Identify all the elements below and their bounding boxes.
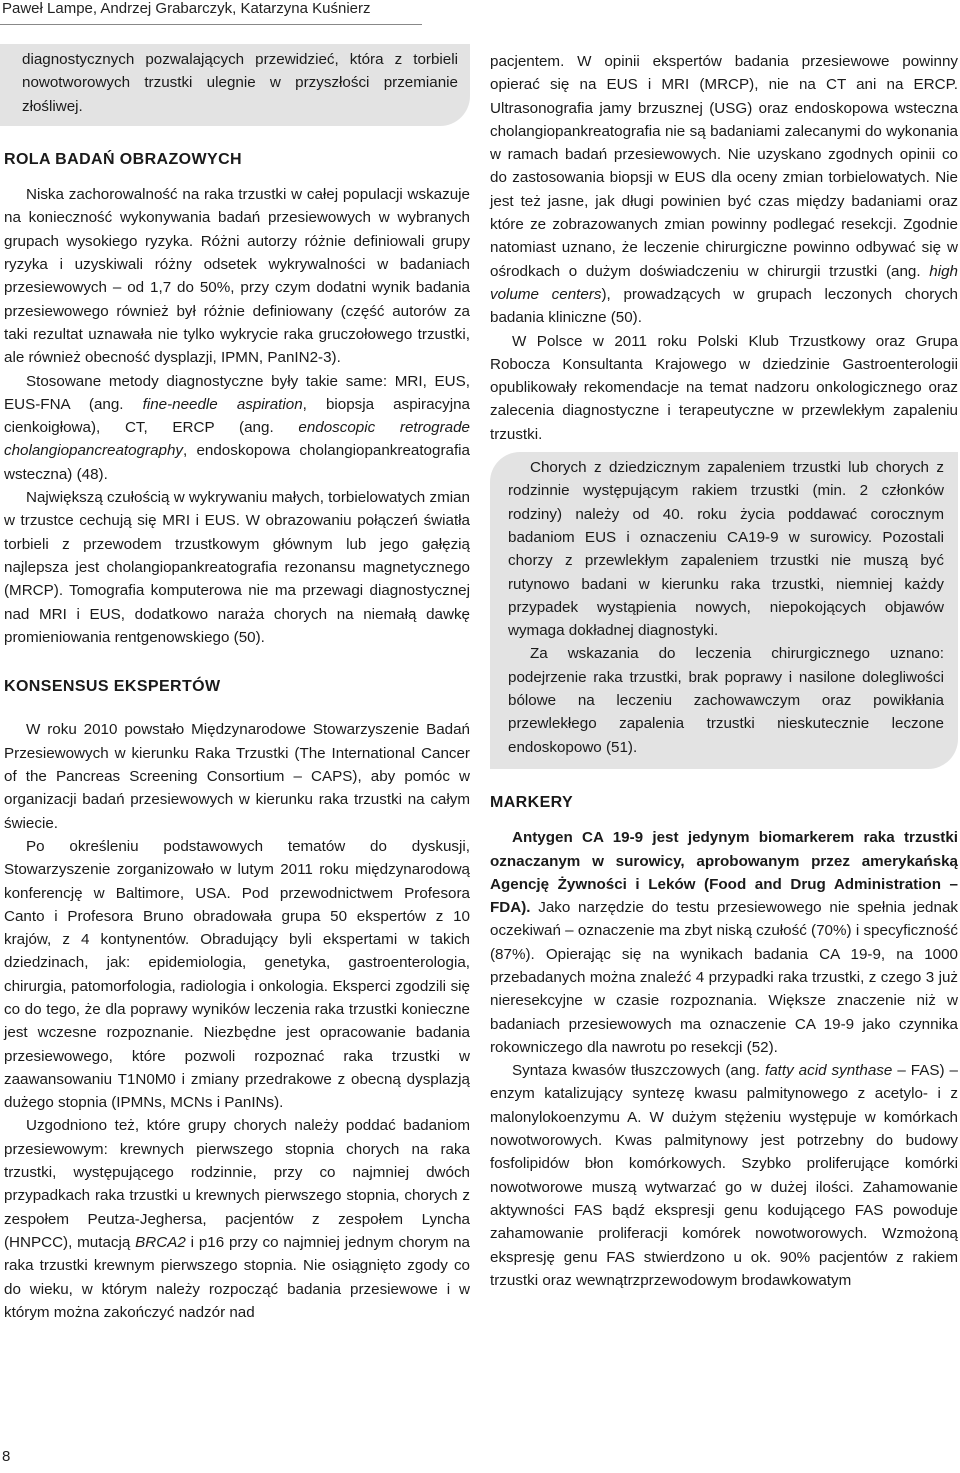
paragraph: Po określeniu podstawowych tematów do dyskusji, Stowarzyszenie zorganizowało w lutym 2011 roku międzynarodową konferencję w Baltimore, USA. Pod przewodnictwem Profesora Canto i Profesora Bruno obradowała grupa 50 ekspertów z 10 krajów, z 4 kontynentów. Obradujący byli ekspertami w takich dziedzinach, jak: epidemiologia, genetyka, gastroenterologia, chirurgia, patomorfologia, radiologia i onkologia. Eksperci zgodzili się co do tego, że dla poprawy wyników leczenia raka trzustki konieczne jest wczesne rozpoznanie. Niezbędne jest opracowanie badania przesiewowego, które pozwoli rozpoznać raka trzustki w zaawansowaniu T1N0M0 i zmiany przedrakowe z obecną dysplazją dużego stopnia (IPMNs, MCNs i PanINs). (4, 837, 470, 1112)
paragraph: Syntaza kwasów tłuszczowych (ang. fatty acid synthase – FAS) – enzym katalizujący syntezę kwasu palmitynowego z acetylo- i z malonylokoenzymu A. W dużym stężeniu występuje w komórkach nowotworowych. Kwas palmitynowy jest potrzebny do budowy fosfolipidów błon komórkowych. Szybko proliferujące komórki nowotworowe muszą wytwarzać go w dużej ilości. Zahamowanie aktywności FAS bądź ekspresji genu kodującego FAS powoduje zahamowanie proliferacji komórek nowotworowych. Wzmożoną ekspresję genu FAS stwierdzono u ok. 90% pacjentów z rakiem trzustki oraz wewnątrzprzewodowym brodawkowatym (490, 1062, 958, 1289)
left-column (4, 44, 470, 1324)
paragraph: pacjentem. W opinii ekspertów badania przesiewowe powinny opierać się na EUS i MRI (MRCP), nie na CT ani na ERCP. Ultrasonografia jamy brzusznej (USG) oraz endoskopowa wsteczna cholangiopankreatografia nie są badaniami zalecanymi do wykonania w ramach badań przesiewowych. Nie uzyskano zgodnych opinii co do zastosowania biopsji w EUS dla oceny zmian torbielowatych. Nie jest też jasne, jak długi powinien być czas między badaniami oraz które ze zobrazowanych zmian powinny podlegać resekcji. Zgodnie natomiast uznano, że leczenie chirurgiczne powinno odbywać się w ośrodkach o dużym doświadczeniu w chirurgii trzustki (ang. high volume centers), prowadzących w grupach leczonych chorych badania kliniczne (50). (490, 53, 958, 327)
paragraph: Uzgodniono też, które grupy chorych należy poddać badaniom przesiewowym: krewnych pierwszego stopnia chorych na raka trzustki, występującego rodzinnie, przy co najmniej dwóch przypadkach raka trzustki u krewnych pierwszego stopnia, chorych z zespołem Peutza-Jeghersa, pacjentów z zespołem Lyncha (HNPCC), mutacją BRCA2 i p16 przy co najmniej jednym chorym na raka trzustki krewnym pierwszego stopnia. Nie osiągnięto zgody co do wieku, w którym należy rozpocząć badania przesiewowe i w którym można zakończyć nadzór nad (4, 1117, 470, 1321)
paragraph: W roku 2010 powstało Międzynarodowe Stowarzyszenie Badań Przesiewowych w kierunku Raka Trzustki (The International Cancer of the Pancreas Screening Consortium – CAPS), aby pomóc w organizacji badań przesiewowych w kierunku raka trzustki na całym świecie. (4, 721, 470, 832)
paragraph: Największą czułością w wykrywaniu małych, torbielowatych zmian w trzustce cechują się MRI i EUS. W obrazowaniu połączeń światła torbieli z przewodem trzustkowym głównym lub jego gałęzią najlepsza jest cholangiopankreatografia rezonansu magnetycznego (MRCP). Tomografia komputerowa nie ma przewagi diagnostycznej nad MRI i EUS, dodatkowo naraża chorych na niemałą dawkę promieniowania rentgenowskiego (50). (4, 489, 470, 646)
intro-box-text: diagnostycznych pozwalających przewidzieć, która z torbieli nowotworowych trzustki ulegnie w przyszłości przemianie złośliwej. (22, 51, 458, 115)
heading-imaging: ROLA BADAŃ OBRAZOWYCH (4, 150, 243, 168)
paragraph: Stosowane metody diagnostyczne były takie same: MRI, EUS, EUS-FNA (ang. fine-needle aspiration, biopsja aspiracyjna cienkoigłowa), CT, ERCP (ang. endoscopic retrograde cholangiopancreatography, endoskopowa cholangiopankreatografia wsteczna) (48). (4, 372, 470, 483)
recommendation-box (490, 452, 958, 769)
page-number: 8 (2, 1448, 11, 1465)
authors: Paweł Lampe, Andrzej Grabarczyk, Katarzyna Kuśnierz (2, 0, 371, 17)
paragraph: Niska zachorowalność na raka trzustki w całej populacji wskazuje na konieczność wykonywania badań przesiewowych w wybranych grupach wysokiego ryzyka. Różni autorzy różnie definiowali grupy ryzyka i uzyskiwali różny odsetek wykrywalności w badaniach przesiewowych – od 1,7 do 50%, przy czym dodatni wynik badania przesiewowego również był różnie definiowany (część autorów za taki rezultat uznawała nie tylko wykrycie raka gruczołowego trzustki, ale również obecność dysplazji, IPMN, PanIN2-3). (4, 186, 470, 367)
recommendation-text: Za wskazania do leczenia chirurgicznego uznano: podejrzenie raka trzustki, brak poprawy i nasilone dolegliwości bólowe na leczeniu zachowawczym oraz powikłania przewlekłego zapalenia trzustki nieskutecznie leczone endoskopowo (51). (508, 645, 944, 756)
running-header (0, 0, 422, 25)
right-column (490, 50, 958, 1292)
intro-box (0, 44, 470, 126)
heading-markers: MARKERY (490, 793, 574, 811)
paragraph: W Polsce w 2011 roku Polski Klub Trzustkowy oraz Grupa Robocza Konsultanta Krajowego w dziedzinie Gastroenterologii opublikowały rekomendacje na temat nadzoru onkologicznego oraz zalecenia diagnostyczne i terapeutyczne w przewlekłym zapaleniu trzustki. (490, 332, 958, 443)
heading-consensus: KONSENSUS EKSPERTÓW (4, 678, 221, 696)
paragraph: Antygen CA 19-9 jest jedynym biomarkerem raka trzustki oznaczanym w surowicy, aprobowanym przez amerykańską Agencję Żywności i Leków (Food and Drug Administration – FDA). Jako narzędzie do testu przesiewowego nie spełnia jednak oczekiwań – oznaczenie ma zbyt niską czułość (70%) i specyficzność (87%). Opierając się na wynikach badania CA 19-9, na 1000 przebadanych można znaleźć 4 przypadki raka trzustki, z czego 3 już nieresekcyjne w czasie rozpoznania. Większe znaczenie niż w badaniach przesiewowych ma oznaczenie CA 19-9 jako czynnika rokowniczego dla nawrotu po resekcji (52). (490, 829, 958, 1056)
recommendation-text: Chorych z dziedzicznym zapaleniem trzustki lub chorych z rodzinnie występującym rakiem trzustki (min. 2 członków rodziny) należy od 40. roku życia poddawać corocznym badaniom EUS i oznaczeniu CA19-9 w surowicy. Pozostali chorzy z przewlekłym zapaleniem trzustki nie muszą być rutynowo badani w kierunku raka trzustki, niemniej każdy przypadek wystąpienia nowych, niepokojących objawów wymaga dokładnej diagnostyki. (508, 459, 944, 640)
